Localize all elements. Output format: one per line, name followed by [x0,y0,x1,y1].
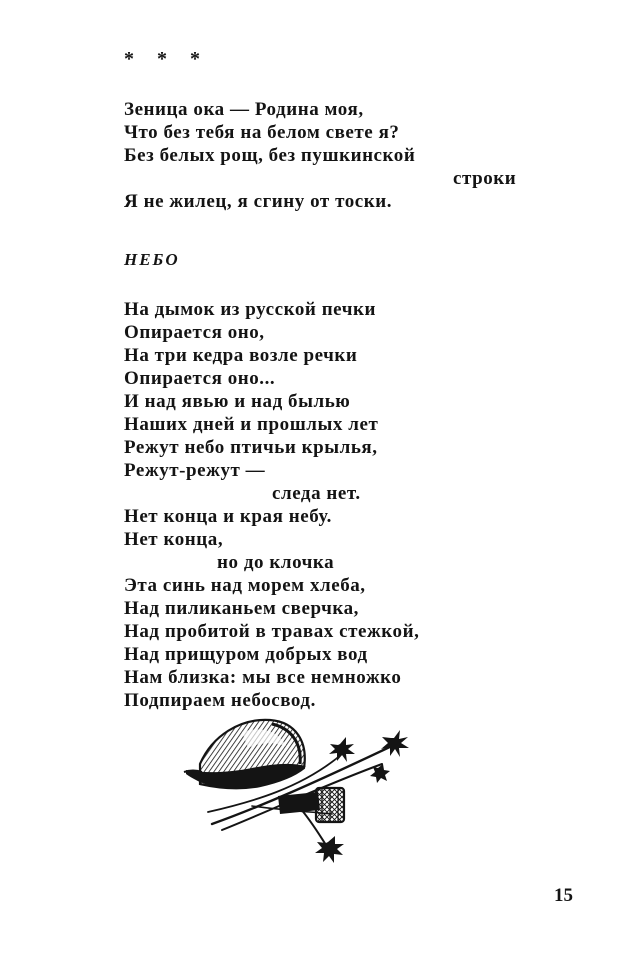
poem-line: На дымок из русской печки [124,299,376,320]
poem-line: Опирается оно, [124,322,265,343]
poem-line: Подпираем небосвод. [124,690,316,711]
poem-line: Зеница ока — Родина моя, [124,99,364,120]
poem-line: Опирается оно... [124,368,276,389]
poem-line: Режут небо птичьи крылья, [124,437,378,458]
poem-line: Наших дней и прошлых лет [124,414,379,435]
poem-line: Нет конца и края небу. [124,506,332,527]
page-number: 15 [554,885,573,906]
poem-line: следа нет. [272,483,361,504]
poem-line: На три кедра возле речки [124,345,358,366]
poem-line: Над пиликаньем сверчка, [124,598,359,619]
poem-line: Я не жилец, я сгину от тоски. [124,191,393,212]
poem-line: Над прищуром добрых вод [124,644,368,665]
poem-line: Над пробитой в травах стежкой, [124,621,420,642]
poem-line: Что без тебя на белом свете я? [124,122,400,143]
helmet-flowers-illustration [182,712,416,868]
poem-line: И над явью и над былью [124,391,351,412]
poem-title: НЕБО [124,250,180,269]
poem-line: Эта синь над морем хлеба, [124,575,366,596]
poem-line: Нам близка: мы все немножко [124,667,402,688]
poem-line: но до клочка [217,552,335,573]
poem-line: Без белых рощ, без пушкинской [124,145,416,166]
poem-line: Нет конца, [124,529,224,550]
poem-line: строки [453,168,517,189]
poem-line: Режут-режут — [124,460,266,481]
section-ornament: * * * [124,48,209,70]
